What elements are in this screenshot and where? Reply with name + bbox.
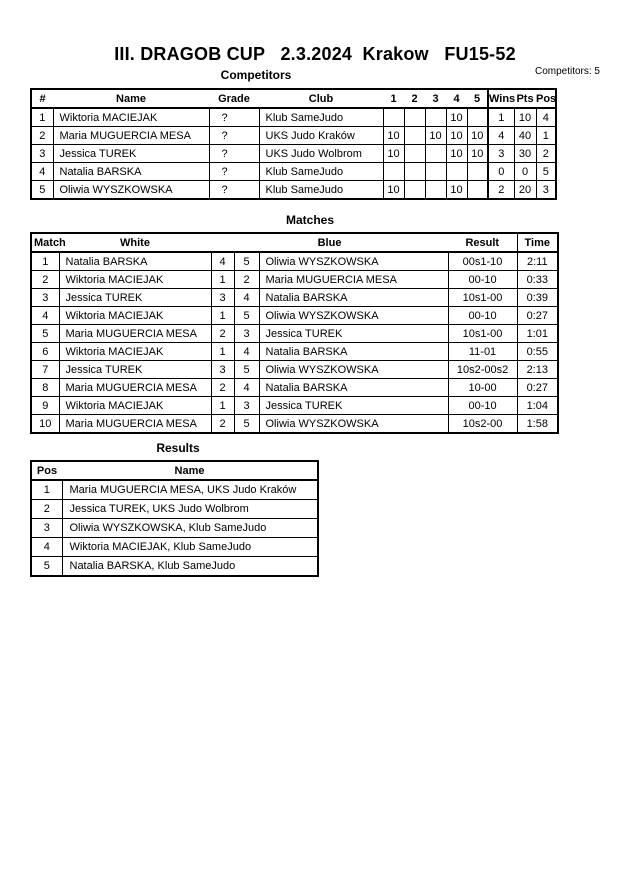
competitor-pos: 5 — [536, 163, 556, 181]
col-header-pts: Pts — [514, 89, 536, 108]
col-header-round-1: 1 — [383, 89, 404, 108]
competitor-name: Oliwia WYSZKOWSKA — [53, 181, 209, 200]
match-blue-id: 5 — [234, 252, 259, 271]
match-blue-id: 4 — [234, 343, 259, 361]
match-white-name: Wiktoria MACIEJAK — [59, 397, 211, 415]
match-row — [31, 271, 558, 289]
round-score — [446, 163, 467, 181]
competitor-grade: ? — [209, 145, 259, 163]
competitor-grade: ? — [209, 181, 259, 200]
competitor-pts: 0 — [514, 163, 536, 181]
col-header-pos: Pos — [31, 461, 62, 480]
match-blue-id: 5 — [234, 415, 259, 434]
col-header-result: Result — [448, 233, 517, 252]
col-header-time: Time — [517, 233, 558, 252]
competitor-club: Klub SameJudo — [259, 163, 383, 181]
match-row — [31, 397, 558, 415]
competitor-pts: 10 — [514, 108, 536, 127]
match-white-id: 3 — [211, 289, 234, 307]
competitor-pts: 40 — [514, 127, 536, 145]
competitor-grade: ? — [209, 108, 259, 127]
result-row — [31, 519, 318, 538]
match-time: 1:58 — [517, 415, 558, 434]
competitor-grade: ? — [209, 163, 259, 181]
result-row — [31, 557, 318, 577]
match-time: 0:39 — [517, 289, 558, 307]
match-blue-id: 3 — [234, 397, 259, 415]
round-score: 10 — [467, 145, 488, 163]
results-section-title: Results — [156, 441, 200, 455]
result-row — [31, 538, 318, 557]
col-header-name: Name — [53, 89, 209, 108]
match-white-id: 2 — [211, 379, 234, 397]
match-blue-name: Natalia BARSKA — [259, 343, 448, 361]
round-score: 10 — [383, 127, 404, 145]
round-score — [404, 108, 425, 127]
competitor-pos: 4 — [536, 108, 556, 127]
col-header-match: Match — [31, 233, 59, 252]
match-time: 2:11 — [517, 252, 558, 271]
match-white-name: Jessica TUREK — [59, 361, 211, 379]
match-time: 1:01 — [517, 325, 558, 343]
col-header-round-3: 3 — [425, 89, 446, 108]
round-score — [467, 181, 488, 200]
match-blue-id: 4 — [234, 379, 259, 397]
competitor-wins: 2 — [488, 181, 514, 200]
match-row — [31, 325, 558, 343]
matches-section-title: Matches — [285, 213, 335, 227]
round-score — [383, 108, 404, 127]
match-result: 11-01 — [448, 343, 517, 361]
col-header-num: # — [31, 89, 53, 108]
competitor-wins: 4 — [488, 127, 514, 145]
competitor-name: Wiktoria MACIEJAK — [53, 108, 209, 127]
match-result: 10s1-00 — [448, 325, 517, 343]
round-score — [404, 163, 425, 181]
round-score — [425, 181, 446, 200]
match-white-id: 2 — [211, 325, 234, 343]
competitor-row — [31, 145, 556, 163]
round-score: 10 — [446, 108, 467, 127]
competitor-num: 5 — [31, 181, 53, 200]
match-white-id: 1 — [211, 397, 234, 415]
competitor-name: Natalia BARSKA — [53, 163, 209, 181]
result-pos: 4 — [31, 538, 62, 557]
result-pos: 5 — [31, 557, 62, 577]
match-num: 6 — [31, 343, 59, 361]
competitors-section-title: Competitors — [220, 68, 292, 82]
round-score — [404, 145, 425, 163]
competitor-num: 3 — [31, 145, 53, 163]
competitor-pts: 20 — [514, 181, 536, 200]
match-time: 0:55 — [517, 343, 558, 361]
result-name: Maria MUGUERCIA MESA, UKS Judo Kraków — [62, 480, 318, 500]
competitors-count: Competitors: 5 — [534, 66, 600, 77]
result-pos: 3 — [31, 519, 62, 538]
matches-table — [30, 232, 559, 434]
match-white-name: Wiktoria MACIEJAK — [59, 307, 211, 325]
col-header-pos: Pos — [536, 89, 556, 108]
match-blue-id: 4 — [234, 289, 259, 307]
match-blue-id: 5 — [234, 361, 259, 379]
result-row — [31, 500, 318, 519]
results-header-row — [31, 461, 318, 480]
col-header-wins: Wins — [488, 89, 514, 108]
match-white-id: 4 — [211, 252, 234, 271]
round-score: 10 — [446, 127, 467, 145]
match-row — [31, 289, 558, 307]
competitor-wins: 0 — [488, 163, 514, 181]
match-result: 00-10 — [448, 397, 517, 415]
competitor-row — [31, 181, 556, 200]
match-white-name: Jessica TUREK — [59, 289, 211, 307]
match-result: 00-10 — [448, 307, 517, 325]
match-result: 10s2-00 — [448, 415, 517, 434]
competitor-club: Klub SameJudo — [259, 108, 383, 127]
match-row — [31, 379, 558, 397]
match-white-name: Maria MUGUERCIA MESA — [59, 379, 211, 397]
match-result: 00-10 — [448, 271, 517, 289]
match-time: 2:13 — [517, 361, 558, 379]
col-header-white: White — [59, 233, 211, 252]
match-blue-name: Natalia BARSKA — [259, 379, 448, 397]
round-score — [404, 127, 425, 145]
col-header-club: Club — [259, 89, 383, 108]
round-score — [383, 163, 404, 181]
competitor-pos: 3 — [536, 181, 556, 200]
match-blue-name: Jessica TUREK — [259, 325, 448, 343]
col-header-name: Name — [62, 461, 318, 480]
match-blue-id: 2 — [234, 271, 259, 289]
match-row — [31, 307, 558, 325]
match-white-id: 1 — [211, 343, 234, 361]
match-time: 0:33 — [517, 271, 558, 289]
competitor-wins: 3 — [488, 145, 514, 163]
round-score: 10 — [425, 127, 446, 145]
round-score: 10 — [446, 181, 467, 200]
competitor-num: 2 — [31, 127, 53, 145]
match-blue-name: Oliwia WYSZKOWSKA — [259, 415, 448, 434]
competitor-row — [31, 108, 556, 127]
matches-header-row — [31, 233, 558, 252]
round-score — [404, 181, 425, 200]
round-score — [425, 108, 446, 127]
match-white-name: Wiktoria MACIEJAK — [59, 343, 211, 361]
competitors-header-row — [31, 89, 556, 108]
competitor-name: Maria MUGUERCIA MESA — [53, 127, 209, 145]
match-white-name: Maria MUGUERCIA MESA — [59, 415, 211, 434]
match-blue-name: Maria MUGUERCIA MESA — [259, 271, 448, 289]
match-result: 10s2-00s2 — [448, 361, 517, 379]
match-row — [31, 361, 558, 379]
competitor-row — [31, 163, 556, 181]
col-header-blue: Blue — [211, 233, 448, 252]
competitor-row — [31, 127, 556, 145]
match-num: 3 — [31, 289, 59, 307]
match-white-name: Natalia BARSKA — [59, 252, 211, 271]
competitor-club: UKS Judo Kraków — [259, 127, 383, 145]
match-white-name: Wiktoria MACIEJAK — [59, 271, 211, 289]
round-score — [467, 163, 488, 181]
match-blue-name: Natalia BARSKA — [259, 289, 448, 307]
match-num: 7 — [31, 361, 59, 379]
result-name: Oliwia WYSZKOWSKA, Klub SameJudo — [62, 519, 318, 538]
page-title: III. DRAGOB CUP 2.3.2024 Krakow FU15-52 — [114, 44, 516, 64]
match-blue-name: Oliwia WYSZKOWSKA — [259, 252, 448, 271]
competitor-club: UKS Judo Wolbrom — [259, 145, 383, 163]
competitors-table — [30, 88, 557, 200]
match-time: 0:27 — [517, 379, 558, 397]
results-table — [30, 460, 319, 577]
match-num: 10 — [31, 415, 59, 434]
match-white-id: 3 — [211, 361, 234, 379]
match-num: 8 — [31, 379, 59, 397]
match-num: 4 — [31, 307, 59, 325]
result-name: Wiktoria MACIEJAK, Klub SameJudo — [62, 538, 318, 557]
match-num: 1 — [31, 252, 59, 271]
match-row — [31, 252, 558, 271]
result-name: Jessica TUREK, UKS Judo Wolbrom — [62, 500, 318, 519]
col-header-round-5: 5 — [467, 89, 488, 108]
round-score — [425, 163, 446, 181]
competitor-pts: 30 — [514, 145, 536, 163]
result-name: Natalia BARSKA, Klub SameJudo — [62, 557, 318, 577]
match-row — [31, 343, 558, 361]
competitor-grade: ? — [209, 127, 259, 145]
round-score: 10 — [446, 145, 467, 163]
match-white-name: Maria MUGUERCIA MESA — [59, 325, 211, 343]
round-score — [467, 108, 488, 127]
match-result: 00s1-10 — [448, 252, 517, 271]
competitor-pos: 2 — [536, 145, 556, 163]
result-row — [31, 480, 318, 500]
match-result: 10-00 — [448, 379, 517, 397]
col-header-grade: Grade — [209, 89, 259, 108]
round-score: 10 — [383, 145, 404, 163]
competitor-num: 4 — [31, 163, 53, 181]
col-header-round-4: 4 — [446, 89, 467, 108]
round-score: 10 — [383, 181, 404, 200]
match-blue-name: Oliwia WYSZKOWSKA — [259, 361, 448, 379]
match-num: 5 — [31, 325, 59, 343]
competitor-name: Jessica TUREK — [53, 145, 209, 163]
match-blue-name: Oliwia WYSZKOWSKA — [259, 307, 448, 325]
match-num: 9 — [31, 397, 59, 415]
match-result: 10s1-00 — [448, 289, 517, 307]
match-row — [31, 415, 558, 434]
match-blue-id: 3 — [234, 325, 259, 343]
match-time: 0:27 — [517, 307, 558, 325]
round-score — [425, 145, 446, 163]
competitor-wins: 1 — [488, 108, 514, 127]
col-header-round-2: 2 — [404, 89, 425, 108]
competitor-pos: 1 — [536, 127, 556, 145]
match-white-id: 1 — [211, 307, 234, 325]
match-white-id: 2 — [211, 415, 234, 434]
competitor-club: Klub SameJudo — [259, 181, 383, 200]
match-white-id: 1 — [211, 271, 234, 289]
match-num: 2 — [31, 271, 59, 289]
match-blue-id: 5 — [234, 307, 259, 325]
result-pos: 2 — [31, 500, 62, 519]
match-time: 1:04 — [517, 397, 558, 415]
result-pos: 1 — [31, 480, 62, 500]
competitor-num: 1 — [31, 108, 53, 127]
round-score: 10 — [467, 127, 488, 145]
match-blue-name: Jessica TUREK — [259, 397, 448, 415]
